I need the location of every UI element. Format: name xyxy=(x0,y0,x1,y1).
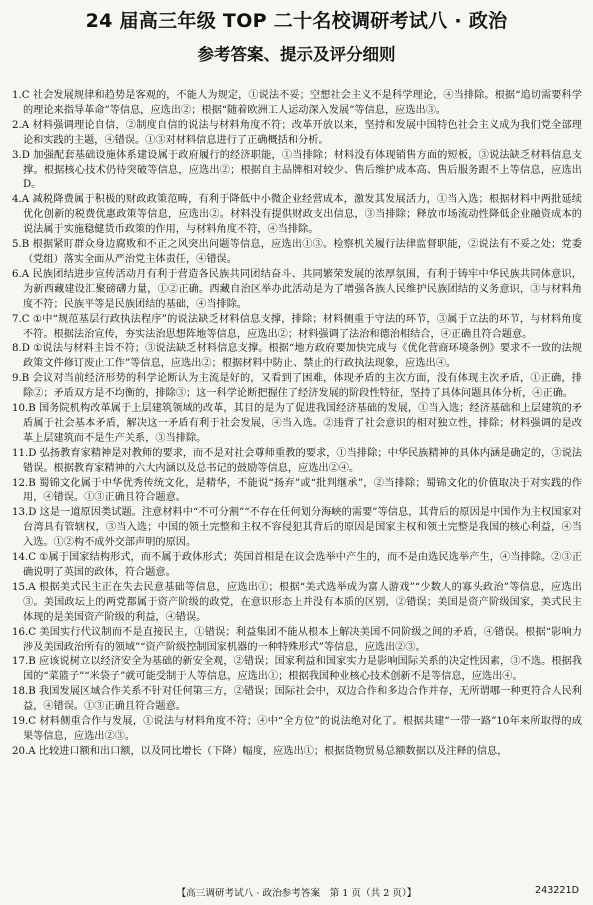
answer-item: 3.D 加强配套基础设施体系建设属于政府履行的经济职能，①当排除；材料没有体现销售方面的短板，③说法缺乏材料信息支撑。根据核心技术仍待突破等信息，应选出②；根据自主品牌相对较少、售后维护成本高、售后服务跟不上等信息，应选出D。 xyxy=(12,149,582,191)
answer-item: 5.B 根据紧盯群众身边腐败和不正之风突出问题等信息，应选出①③。检察机关履行法律监督职能，②说法有不妥之处；党委（党组）落实全面从严治党主体责任，④错误。 xyxy=(12,239,582,265)
answer-item: 19.C 材料侧重合作与发展，①说法与材料角度不符；④中“全方位”的说法绝对化了。根据共建“一带一路”10年来所取得的成果等信息，应选出②③。 xyxy=(12,716,582,742)
answer-item: 14.C ①属于国家结构形式，而不属于政体形式；英国首相是在议会选举中产生的，而不是由选民选举产生，④当排除。②③正确说明了英国的政体，符合题意。 xyxy=(12,552,582,578)
answer-item: 16.C 美国实行代议制而不是直接民主，①错误；利益集团不能从根本上解决美国不同阶级之间的矛盾，④错误。根据“影响力涉及美国政治所有的领域”“资产阶级控制国家机器的一种特殊形式”等信息，应选出②③。 xyxy=(12,626,582,653)
answer-item: 11.D 弘扬教育家精神是对教师的要求，而不是对社会尊师重教的要求，①当排除；中华民族精神的具体内涵是确定的，③说法错误。根据教育家精神的六大内涵以及总书记的鼓励等信息，应选出②④。 xyxy=(12,447,582,474)
answer-item: 18.B 我国发展区域合作关系不针对任何第三方，②错误；国际社会中，双边合作和多边合作并存，无所谓哪一种更符合人民利益，④错误。①③正确且符合题意。 xyxy=(12,686,582,713)
footer-code: 243221D xyxy=(534,885,579,896)
answer-item: 17.B 应该说树立以经济安全为基础的新安全观，②错误；国家利益和国家实力是影响国际关系的决定性因素，③不选。根据我国的“菜篮子”“米袋子”就可能受制于人等信息，应选出①；根据我国种业核心技术创新不是等信息，应选出④。 xyxy=(12,656,582,683)
answer-item: 7.C ①中“规范基层行政执法程序”的说法缺乏材料信息支撑，排除；材料侧重于守法的环节，③属于立法的环节，与材料角度不符。根据法治宣传，夯实法治思想阵地等信息，应选出②；材料强调了法治和德治相结合，④正确且符合题意。 xyxy=(12,313,582,340)
page-subtitle: 参考答案、提示及评分细则 xyxy=(197,45,396,64)
answer-item: 2.A 材料强调理论自信，②制度自信的说法与材料角度不符；改革开放以来，坚持和发展中国特色社会主义成为我们党全部理论和实践的主题，④错误。①③对材料信息进行了正确概括和分析。 xyxy=(12,119,582,146)
answer-item: 12.B 蜀锦文化属于中华优秀传统文化，是精华，不能说“扬弃”或“批判继承”，②当排除；蜀锦文化的价值取决于对实践的作用，④错误。①③正确且符合题意。 xyxy=(12,477,582,504)
answer-item: 15.A 根据美式民主正在失去民意基础等信息，应选出①；根据“美式选举成为富人游戏”“少数人的寡头政治”等信息，应选出③。美国政坛上的两党都属于资产阶级的政党，在意识形态上并没有本质的区别，②错误；美国是资产阶级国家，美式民主体现的是美国资产阶级的利益，④错误。 xyxy=(12,581,582,623)
answer-item: 8.D ①说法与材料主旨不符；③说法缺乏材料信息支撑。根据“地方政府要加快完成与《优化营商环境条例》要求不一致的法规政策文件修订废止工作”等信息，应选出②；根据材料中防止、禁止的行政执法现象，应选出④。 xyxy=(12,343,582,370)
page-title: 24 届高三年级 TOP 二十名校调研考试八 · 政治 xyxy=(85,10,508,32)
answer-item: 10.B 国务院机构改革属于上层建筑领域的改革，其目的是为了促进我国经济基础的发展，①当入选；经济基础和上层建筑的矛盾属于社会基本矛盾，解决这一矛盾有利于社会发展，④当入选。②违背了社会意识的相对独立性，排除；材料强调的是改革上层建筑而不是生产关系，③当排除。 xyxy=(12,403,582,444)
answer-item: 4.A 减税降费属于积极的财政政策范畴，有利于降低中小微企业经营成本，激发其发展活力，①当入选；根据材料中两批延续优化创新的税费优惠政策等信息，应选出②。材料没有提供财政支出信息，③当排除；释放市场流动性降低企业融资成本的说法属于实施稳健货币政策的作用，与材料角度不符，④当排除。 xyxy=(12,194,582,236)
answer-item: 1.C 社会发展规律和趋势是客观的，不能人为规定，①说法不妥；空想社会主义不是科学理论，④当排除。根据“追切需要科学的理论来指导革命”等信息，应选出②；根据“随着欧洲工人运动深入发展”等信息，应选出③。 xyxy=(12,90,582,116)
footer-page-info: 【高三调研考试八 · 政治参考答案 第 1 页（共 2 页）】 xyxy=(176,888,417,899)
answer-item: 20.A 比较进口额和出口额，以及同比增长（下降）幅度，应选出①；根据货物贸易总额数据以及注释的信息， xyxy=(12,745,508,757)
answer-item: 9.B 会议对当前经济形势的科学论断认为主流是好的，又看到了困难，体现矛盾的主次方面，没有体现主次矛盾，①正确，排除②；矛盾双方是不均衡的，排除③；这一科学论断把握住了经济发展的阶段性特征，坚持了具体问题具体分析，④正确。 xyxy=(12,373,582,400)
answer-list xyxy=(12,89,582,760)
answer-item: 6.A 民族团结进步宣传活动月有利于营造各民族共同团结奋斗、共同繁荣发展的浓厚氛围，有利于铸牢中华民族共同体意识，为新西藏建设汇聚磅礴力量，①②正确。西藏自治区举办此活动是为了增强各族人民维护民族团结的义务意识，③与材料角度不符；民族平等是民族团结的基础，④当排除。 xyxy=(12,268,582,310)
answer-item: 13.D 这是一道原因类试题。注意材料中“不可分割”“不存在任何划分海峡的需要”等信息，其背后的原因是中国作为主权国家对台湾具有管辖权，③当入选；中国的领土完整和主权不容侵犯其背后的原因是国家主权和领土完整是我国的核心利益，④当入选。①②构不成外交部声明的原因。 xyxy=(12,507,582,549)
